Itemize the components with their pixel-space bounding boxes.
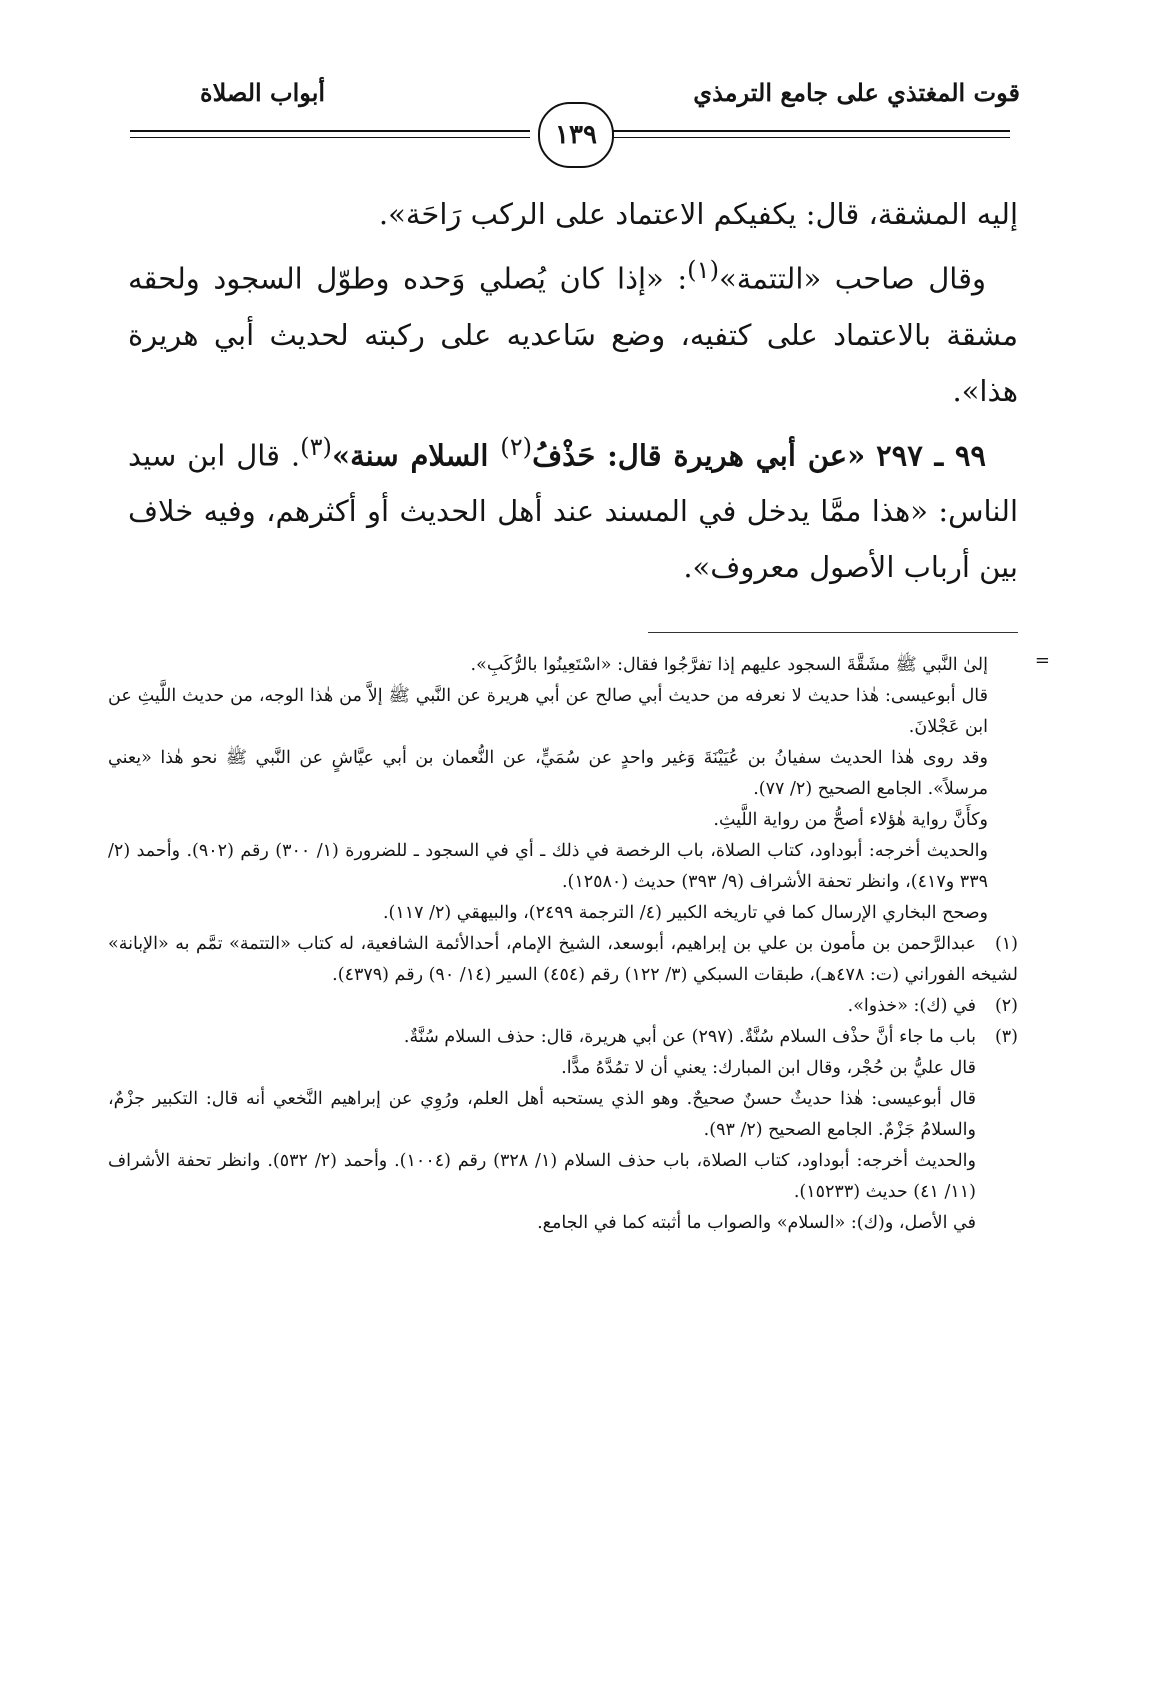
footnote-ref[interactable]: (٣) bbox=[300, 432, 332, 461]
hadith-text: «عن أبي هريرة قال: حَذْفُ bbox=[532, 438, 866, 473]
paragraph-text: . قال ابن سيد الناس: «هذا ممَّا يدخل في المسند عند أهل الحديث أو أكثرهم، وفيه خلاف بين أرباب الأصول معروف». bbox=[128, 438, 1018, 585]
footnotes bbox=[108, 650, 1018, 1239]
footnote-line: في الأصل، و(ك): «السلام» والصواب ما أثبته كما في الجامع. bbox=[537, 1213, 976, 1233]
hadith-text: السلام سنة» bbox=[331, 438, 501, 473]
header-rule-right bbox=[570, 130, 1010, 132]
footnote-line: والحديث أخرجه: أبوداود، كتاب الصلاة، باب حذف السلام (١/ ٣٢٨) رقم (١٠٠٤). وأحمد (٢/ ٥٣٢). وانظر تحفة الأشراف (١١/ ٤١) حديث (١٥٢٣٣). bbox=[108, 1151, 976, 1202]
footnote-3 bbox=[108, 1022, 1018, 1053]
continuation-mark: = bbox=[1034, 650, 1050, 671]
paragraph-text: إليه المشقة، قال: يكفيكم الاعتماد على الركب رَاحَة». bbox=[378, 197, 1018, 231]
footnote-number: (٣) bbox=[994, 1027, 1018, 1047]
footnote-line: قال أبوعيسى: هٰذا حديث لا نعرفه من حديث أبي صالح عن أبي هريرة عن النَّبي ﷺ إلاَّ من هٰذا الوجه، من حديث اللَّيثِ عن ابن عَجْلانَ. bbox=[108, 686, 988, 737]
footnote-ref[interactable]: (١) bbox=[687, 256, 719, 284]
footnote-line: قال عليُّ بن حُجْر، وقال ابن المبارك: يعني أن لا تمُدَّهُ مدًّا. bbox=[561, 1058, 976, 1078]
footnote-text: عبدالرَّحمن بن مأمون بن علي بن إبراهيم، أبوسعد، الشيخ الإمام، أحدالأئمة الشافعية، له كتاب «التتمة» تمَّم به «الإبانة» لشيخه الفوراني (ت: ٤٧٨هـ)، طبقات السبكي (٣/ ١٢٢) رقم (٤٥٤) السير (١٤/ ٩٠) رقم (٤٣٧٩). bbox=[108, 934, 1018, 985]
paragraph bbox=[128, 186, 1018, 242]
footnote-2 bbox=[108, 991, 1018, 1022]
paragraph bbox=[128, 242, 1018, 419]
footnote-1 bbox=[108, 929, 1018, 991]
footnote-number: (٢) bbox=[994, 996, 1018, 1016]
footnote-text: في (ك): «خذوا». bbox=[847, 996, 976, 1016]
footnote-line: وقد روى هٰذا الحديث سفيانُ بن عُيَيْنَةَ وَغير واحدٍ عن سُمَيٍّ، عن النُّعمان بن أبي عيَّاشٍ عن النَّبي ﷺ نحو هٰذا «يعني مرسلاً». الجامع الصحيح (٢/ ٧٧). bbox=[108, 748, 988, 799]
footnote-separator bbox=[648, 632, 1018, 633]
header-rule-left-thin bbox=[130, 137, 530, 138]
hadith-paragraph bbox=[128, 419, 1018, 596]
header-rule-right-thin bbox=[570, 137, 1010, 138]
running-header-book-title: قوت المغتذي على جامع الترمذي bbox=[693, 78, 1020, 107]
footnote-ref[interactable]: (٢) bbox=[500, 432, 533, 461]
footnote-line: وكأَنَّ رواية هٰؤلاء أصحُّ من رواية اللَّيثِ. bbox=[713, 810, 988, 830]
footnote-line: إلىٰ النَّبي ﷺ مشَقَّةَ السجود عليهم إذا تفرَّجُوا فقال: «اسْتَعِينُوا بالرُّكَبِ». bbox=[470, 655, 988, 675]
page-number: ١٣٩ bbox=[538, 102, 614, 168]
footnote-number: (١) bbox=[994, 934, 1018, 954]
footnote-line: وصحح البخاري الإرسال كما في تاريخه الكبير (٤/ الترجمة ٢٤٩٩)، والبيهقي (٢/ ١١٧). bbox=[382, 903, 988, 923]
hadith-number: ٩٩ ـ ٢٩٧ bbox=[876, 438, 987, 473]
running-header-section-title: أبواب الصلاة bbox=[200, 78, 326, 107]
paragraph-text: : «إذا كان يُصلي وَحده وطوّل السجود ولحقه مشقة بالاعتماد على كتفيه، وضع سَاعديه على ركبته لحديث أبي هريرة هذا». bbox=[128, 261, 1018, 408]
footnote-text: باب ما جاء أنَّ حذْف السلام سُنَّةٌ. (٢٩٧) عن أبي هريرة، قال: حذف السلام سُنَّةٌ. bbox=[403, 1027, 976, 1047]
footnote-line: قال أبوعيسى: هٰذا حديثٌ حسنٌ صحيحٌ. وهو الذي يستحبه أهل العلم، ورُوِي عن إبراهيم النَّخعي أنه قال: التكبير جزْمٌ، والسلامُ جَزْمٌ. الجامع الصحيح (٢/ ٩٣). bbox=[108, 1089, 976, 1140]
footnote-line: والحديث أخرجه: أبوداود، كتاب الصلاة، باب الرخصة في ذلك ـ أي في السجود ـ للضرورة (١/ ٣٠٠) رقم (٩٠٢). وأحمد (٢/ ٣٣٩ و٤١٧)، وانظر تحفة الأشراف (٩/ ٣٩٣) حديث (١٢٥٨٠). bbox=[108, 841, 988, 892]
header-rule-left bbox=[130, 130, 530, 132]
paragraph-text: وقال صاحب «التتمة» bbox=[719, 261, 986, 296]
main-text bbox=[128, 186, 1018, 595]
